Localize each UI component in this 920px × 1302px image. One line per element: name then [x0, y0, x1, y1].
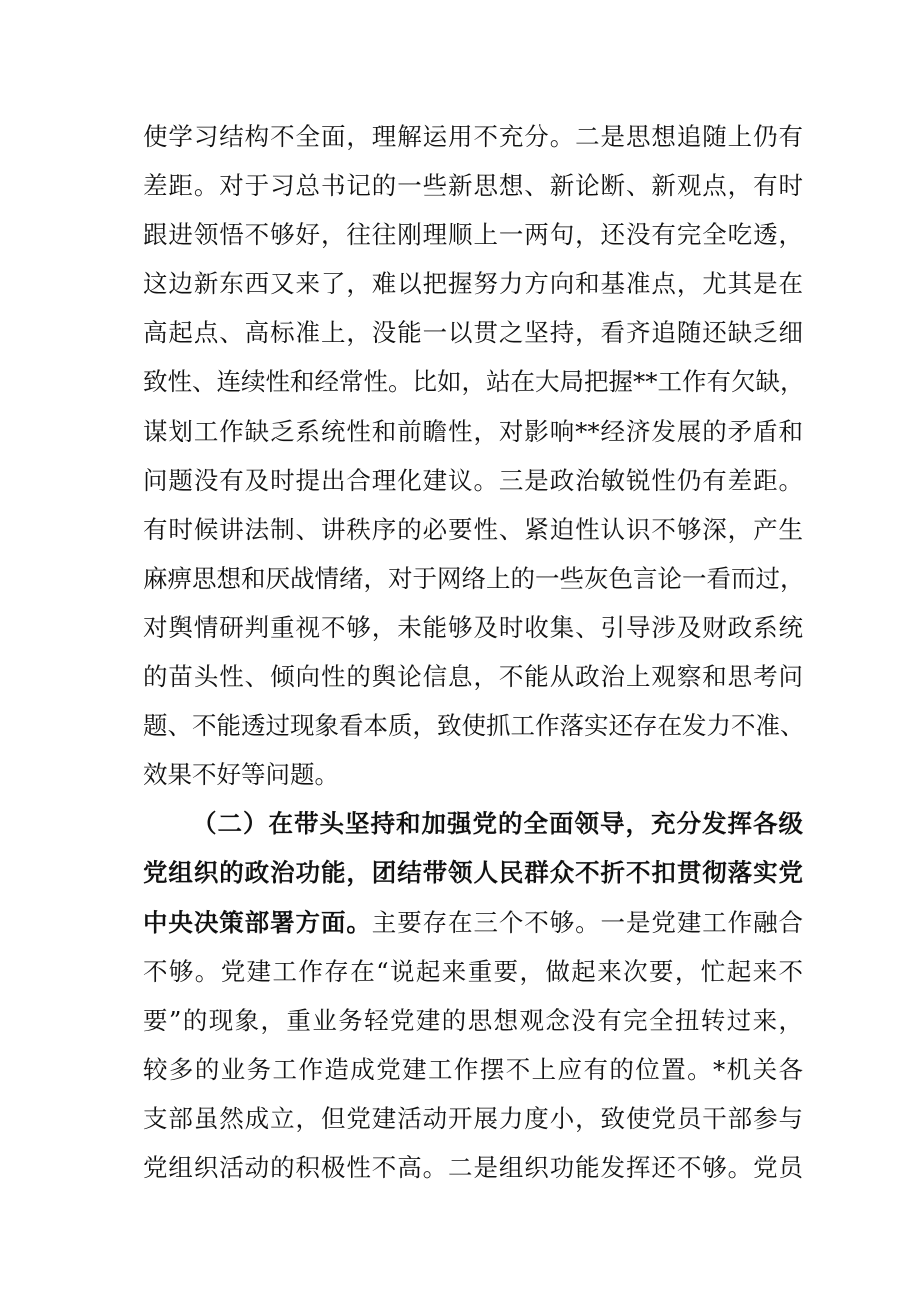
paragraph-line: 较多的业务工作造成党建工作摆不上应有的位置。*机关各: [143, 1054, 803, 1084]
paragraph-line: 对舆情研判重视不够，未能够及时收集、引导涉及财政系统: [143, 612, 803, 642]
document-body: [143, 112, 803, 1192]
paragraph-line: 的苗头性、倾向性的舆论信息，不能从政治上观察和思考问: [143, 662, 803, 692]
paragraph-line-last: 效果不好等问题。: [143, 760, 339, 790]
paragraph-line: 谋划工作缺乏系统性和前瞻性，对影响**经济发展的矛盾和: [143, 416, 803, 446]
paragraph-line: 麻痹思想和厌战情绪，对于网络上的一些灰色言论一看而过，: [143, 563, 805, 593]
paragraph-line: 有时候讲法制、讲秩序的必要性、紧迫性认识不够深，产生: [143, 514, 803, 544]
paragraph-line: 党组织活动的积极性不高。二是组织功能发挥还不够。党员: [143, 1152, 803, 1182]
paragraph-line: 使学习结构不全面，理解运用不充分。二是思想追随上仍有: [143, 122, 803, 151]
paragraph-line: 支部虽然成立，但党建活动开展力度小，致使党员干部参与: [143, 1103, 803, 1133]
section-heading-line: （二）在带头坚持和加强党的全面领导，充分发挥各级: [192, 809, 803, 839]
section-heading-line: 党组织的政治功能，团结带领人民群众不折不扣贯彻落实党: [143, 858, 803, 888]
section-heading-mixed-line: [143, 898, 803, 947]
paragraph-line: 致性、连续性和经常性。比如，站在大局把握**工作有欠缺，: [143, 367, 805, 397]
paragraph-line: 问题没有及时提出合理化建议。三是政治敏锐性仍有差距。: [143, 465, 803, 495]
paragraph-line: 高起点、高标准上，没能一以贯之坚持，看齐追随还缺乏细: [143, 318, 803, 348]
paragraph-line: 要”的现象，重业务轻党建的思想观念没有完全扭转过来，: [143, 1005, 803, 1035]
paragraph-line: 跟进领悟不够好，往往刚理顺上一两句，还没有完全吃透，: [143, 220, 803, 250]
section-text-start: 主要存在三个不够。一是党建工作融合: [371, 907, 803, 937]
paragraph-line: 不够。党建工作存在“说起来重要，做起来次要，忙起来不: [143, 956, 803, 986]
paragraph-line: 这边新东西又来了，难以把握努力方向和基准点，尤其是在: [143, 269, 803, 299]
paragraph-line: 题、不能透过现象看本质，致使抓工作落实还存在发力不准、: [143, 711, 805, 741]
section-heading-end: 中央决策部署方面。: [143, 907, 372, 937]
paragraph-line: 差距。对于习总书记的一些新思想、新论断、新观点，有时: [143, 171, 803, 201]
